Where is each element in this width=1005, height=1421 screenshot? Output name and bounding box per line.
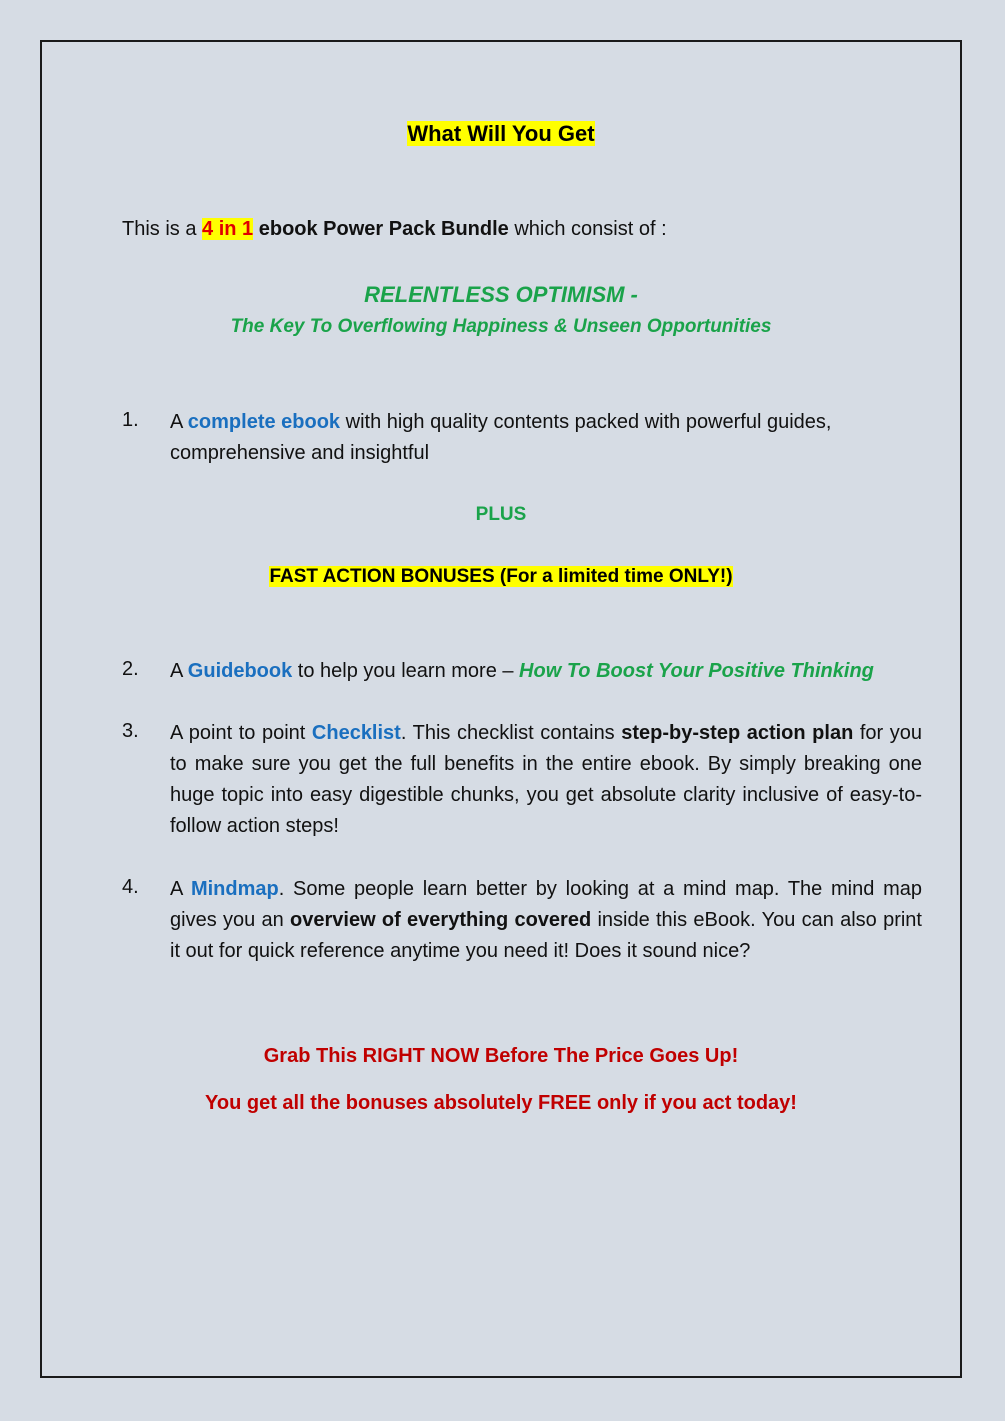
list-item-number: 4. bbox=[122, 876, 139, 898]
list-item-number: 1. bbox=[122, 409, 139, 431]
list-item-number: 2. bbox=[122, 658, 139, 680]
list-item: A Guidebook to help you learn more – How To Boost Your Positive Thinking bbox=[170, 660, 874, 682]
product-tagline: The Key To Overflowing Happiness & Unseen Opportunities bbox=[230, 316, 772, 337]
intro-text: This is a 4 in 1 ebook Power Pack Bundle which consist of : bbox=[122, 218, 667, 240]
product-name: RELENTLESS OPTIMISM - bbox=[364, 282, 638, 307]
list-item: A Mindmap. Some people learn better by looking at a mind map. The mind map gives you an overview of everything covered inside this eBook. You can also print it out for quick reference anytime you need it! Does it sound nice? bbox=[170, 878, 922, 962]
list-item: A complete ebook with high quality contents packed with powerful guides, comprehensive and insightful bbox=[170, 411, 832, 464]
bundle-count-highlight: 4 in 1 bbox=[202, 218, 254, 240]
list-item-number: 3. bbox=[122, 720, 139, 742]
page-title: What Will You Get bbox=[407, 121, 595, 146]
cta-subline: You get all the bonuses absolutely FREE only if you act today! bbox=[205, 1092, 797, 1114]
fast-action-banner: FAST ACTION BONUSES (For a limited time ONLY!) bbox=[269, 566, 733, 587]
cta-headline: Grab This RIGHT NOW Before The Price Goes Up! bbox=[263, 1045, 739, 1067]
plus-label: PLUS bbox=[475, 504, 527, 525]
list-item: A point to point Checklist. This checklist contains step-by-step action plan for you to make sure you get the full benefits in the entire ebook. By simply breaking one huge topic into easy digestible chunks, you get absolute clarity inclusive of easy-to-follow action steps! bbox=[170, 722, 923, 837]
